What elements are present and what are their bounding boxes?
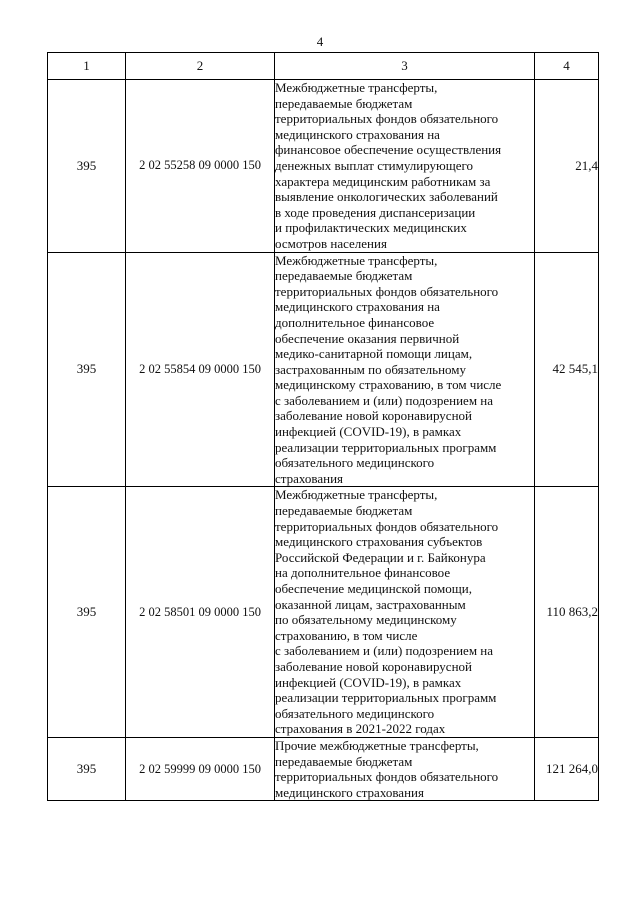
description-line: реализации территориальных программ bbox=[275, 439, 497, 455]
table-row bbox=[48, 252, 599, 487]
description-line: в ходе проведения диспансеризации bbox=[275, 204, 476, 220]
description-line: инфекцией (COVID-19), в рамках bbox=[275, 424, 462, 440]
header-col-4: 4 bbox=[535, 53, 599, 80]
description-line: территориальных фондов обязательного bbox=[275, 518, 499, 534]
description-line: застрахованным по обязательному bbox=[275, 361, 467, 377]
admin-code-cell: 395 bbox=[48, 487, 126, 738]
description-line: инфекцией (COVID-19), в рамках bbox=[275, 674, 462, 690]
description-line: и профилактических медицинских bbox=[275, 220, 467, 236]
description-line: осмотров населения bbox=[275, 235, 387, 251]
description-line: с заболеванием и (или) подозрением на bbox=[275, 643, 494, 659]
description-line: характера медицинским работникам за bbox=[275, 173, 491, 189]
budget-classification-code-cell: 2 02 55854 09 0000 150 bbox=[126, 252, 275, 487]
description-line: передаваемые бюджетам bbox=[275, 95, 413, 111]
admin-code-cell: 395 bbox=[48, 80, 126, 253]
description-line: Межбюджетные трансферты, bbox=[275, 487, 438, 503]
description-line: передаваемые бюджетам bbox=[275, 268, 413, 284]
table-row bbox=[48, 80, 599, 253]
description-line: Межбюджетные трансферты, bbox=[275, 80, 438, 95]
description-line: обеспечение медицинской помощи, bbox=[275, 581, 473, 596]
budget-table bbox=[47, 52, 599, 801]
description-line: обязательного медицинского bbox=[275, 455, 435, 471]
description-line: реализации территориальных программ bbox=[275, 690, 497, 706]
description-line: территориальных фондов обязательного bbox=[275, 769, 499, 785]
table-header-row bbox=[48, 53, 599, 80]
description-cell bbox=[275, 80, 535, 253]
description-line: обеспечение оказания первичной bbox=[275, 330, 460, 346]
page-number: 4 bbox=[316, 34, 324, 49]
table-row bbox=[48, 737, 599, 800]
description-line: медицинского страхования субъектов bbox=[275, 534, 483, 550]
admin-code-cell: 395 bbox=[48, 737, 126, 800]
description-line: страхования в 2021-2022 годах bbox=[275, 721, 446, 737]
description-line: Российской Федерации и г. Байконура bbox=[275, 549, 486, 565]
description-line: медицинского страхования на bbox=[275, 299, 440, 315]
description-cell bbox=[275, 487, 535, 738]
description-line: денежных выплат стимулирующего bbox=[275, 157, 474, 173]
description-cell bbox=[275, 252, 535, 487]
amount-cell: 110 863,2 bbox=[535, 487, 599, 738]
budget-classification-code-cell: 2 02 58501 09 0000 150 bbox=[126, 487, 275, 738]
amount-cell: 121 264,0 bbox=[535, 737, 599, 800]
header-col-1: 1 bbox=[48, 53, 126, 80]
description-line: медицинского страхования bbox=[275, 784, 424, 800]
description-line: Прочие межбюджетные трансферты, bbox=[275, 737, 479, 753]
table-row bbox=[48, 487, 599, 738]
description-line: Межбюджетные трансферты, bbox=[275, 252, 438, 268]
amount-cell: 21,4 bbox=[535, 80, 599, 253]
header-col-3: 3 bbox=[275, 53, 535, 80]
description-line: оказанной лицам, застрахованным bbox=[275, 596, 466, 612]
description-line: территориальных фондов обязательного bbox=[275, 283, 499, 299]
description-line: медицинского страхования на bbox=[275, 126, 440, 142]
description-line: на дополнительное финансовое bbox=[275, 565, 451, 581]
description-line: выявление онкологических заболеваний bbox=[275, 189, 498, 205]
amount-cell: 42 545,1 bbox=[535, 252, 599, 487]
description-line: заболевание новой коронавирусной bbox=[275, 658, 472, 674]
budget-classification-code-cell: 2 02 55258 09 0000 150 bbox=[126, 80, 275, 253]
description-line: медицинскому страхованию, в том числе bbox=[275, 377, 502, 393]
description-line: передаваемые бюджетам bbox=[275, 503, 413, 519]
description-line: заболевание новой коронавирусной bbox=[275, 408, 472, 424]
description-line: по обязательному медицинскому bbox=[275, 612, 457, 628]
description-line: обязательного медицинского bbox=[275, 705, 435, 721]
description-line: финансовое обеспечение осуществления bbox=[275, 142, 502, 158]
description-line: страхования bbox=[275, 470, 344, 486]
admin-code-cell: 395 bbox=[48, 252, 126, 487]
budget-classification-code-cell: 2 02 59999 09 0000 150 bbox=[126, 737, 275, 800]
description-cell bbox=[275, 737, 535, 800]
description-line: дополнительное финансовое bbox=[275, 314, 435, 330]
description-line: медико-санитарной помощи лицам, bbox=[275, 346, 473, 362]
description-line: передаваемые бюджетам bbox=[275, 753, 413, 769]
description-line: страхованию, в том числе bbox=[275, 627, 418, 643]
header-col-2: 2 bbox=[126, 53, 275, 80]
description-line: территориальных фондов обязательного bbox=[275, 111, 499, 127]
description-line: с заболеванием и (или) подозрением на bbox=[275, 392, 494, 408]
